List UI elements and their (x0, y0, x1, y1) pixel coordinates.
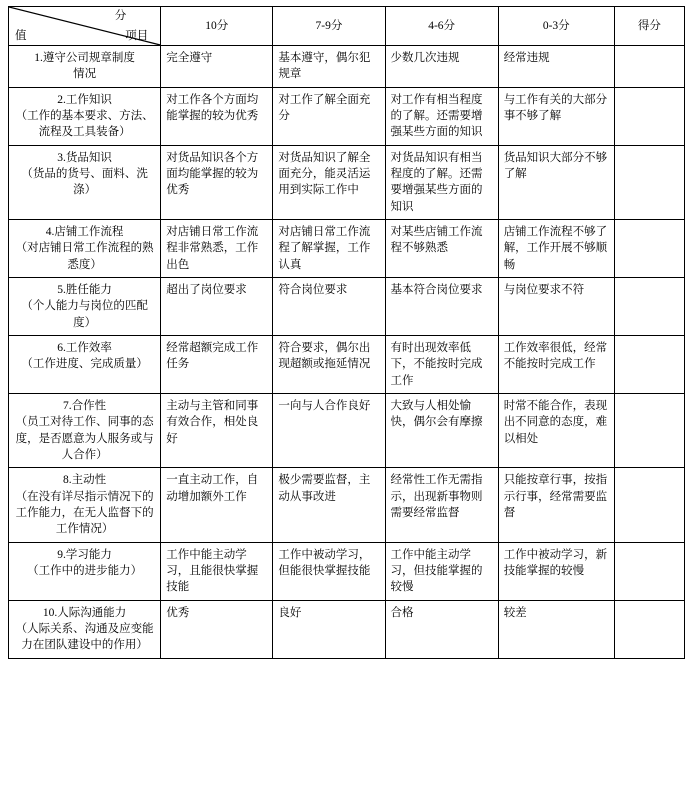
level-7-9-cell: 符合岗位要求 (273, 277, 385, 335)
score-input-cell[interactable] (614, 277, 684, 335)
score-input-cell[interactable] (614, 46, 684, 88)
score-input-cell[interactable] (614, 468, 684, 542)
criterion-cell (9, 542, 161, 600)
level-0-3-cell: 店铺工作流程不够了解，工作开展不够顺畅 (498, 219, 614, 277)
criterion-sub: （在没有详尽指示情况下的工作能力，在无人监督下的工作情况） (15, 490, 154, 536)
level-10-cell: 完全遵守 (161, 46, 273, 88)
level-10-cell: 一直主动工作，自动增加额外工作 (161, 468, 273, 542)
table-row (9, 46, 685, 88)
level-7-9-cell: 工作中被动学习，但能很快掌握技能 (273, 542, 385, 600)
level-7-9-cell: 一向与人合作良好 (273, 393, 385, 467)
criterion-title: 6.工作效率 (57, 341, 112, 354)
criterion-title: 2.工作知识 (57, 93, 112, 106)
score-input-cell[interactable] (614, 542, 684, 600)
score-input-cell[interactable] (614, 219, 684, 277)
level-4-6-cell: 对工作有相当程度的了解。还需要增强某些方面的知识 (385, 87, 498, 145)
header-col-4-6: 4-6分 (385, 7, 498, 46)
level-0-3-cell: 只能按章行事，按指示行事，经常需要监督 (498, 468, 614, 542)
criterion-title: 1.遵守公司规章制度 (34, 52, 135, 64)
criterion-sub: （个人能力与岗位的匹配度） (21, 300, 148, 329)
header-col-7-9: 7-9分 (273, 7, 385, 46)
criterion-title: 8.主动性 (63, 474, 107, 487)
criterion-sub: （工作的基本要求、方法、流程及工具装备） (15, 109, 154, 139)
table-row (9, 393, 685, 467)
level-4-6-cell: 对某些店铺工作流程不够熟悉 (385, 219, 498, 277)
level-7-9-cell: 对店铺日常工作流程了解掌握，工作认真 (273, 219, 385, 277)
score-input-cell[interactable] (614, 87, 684, 145)
level-0-3-cell: 货品知识大部分不够了解 (498, 145, 614, 219)
table-row (9, 600, 685, 658)
table-row (9, 335, 685, 393)
criterion-sub: （人际关系、沟通及应变能力在团队建设中的作用） (15, 622, 154, 652)
table-row (9, 87, 685, 145)
table-row (9, 277, 685, 335)
criterion-title: 3.货品知识 (57, 151, 112, 164)
level-7-9-cell: 符合要求，偶尔出现超额或拖延情况 (273, 335, 385, 393)
criterion-cell (9, 393, 161, 467)
criterion-cell (9, 145, 161, 219)
level-10-cell: 超出了岗位要求 (161, 277, 273, 335)
level-0-3-cell: 与岗位要求不符 (498, 277, 614, 335)
level-0-3-cell: 与工作有关的大部分事不够了解 (498, 87, 614, 145)
table-header-row (9, 7, 685, 46)
header-col-0-3: 0-3分 (498, 7, 614, 46)
criterion-cell (9, 600, 161, 658)
level-0-3-cell: 时常不能合作，表现出不同意的态度，难以相处 (498, 393, 614, 467)
level-7-9-cell: 对货品知识了解全面充分，能灵活运用到实际工作中 (273, 145, 385, 219)
criterion-title: 4.店铺工作流程 (45, 225, 124, 238)
table-row (9, 542, 685, 600)
level-4-6-cell: 经常性工作无需指示，出现新事物则需要经常监督 (385, 468, 498, 542)
header-corner-score: 分 (114, 10, 127, 22)
table-row (9, 145, 685, 219)
level-10-cell: 对工作各个方面均能掌握的较为优秀 (161, 87, 273, 145)
score-input-cell[interactable] (614, 393, 684, 467)
criterion-title: 10.人际沟通能力 (42, 606, 127, 619)
level-7-9-cell: 良好 (273, 600, 385, 658)
level-4-6-cell: 大致与人相处愉快，偶尔会有摩擦 (385, 393, 498, 467)
level-4-6-cell: 合格 (385, 600, 498, 658)
level-10-cell: 优秀 (161, 600, 273, 658)
header-col-total-score: 得分 (614, 7, 684, 46)
level-4-6-cell: 对货品知识有相当程度的了解。还需要增强某些方面的知识 (385, 145, 498, 219)
evaluation-table (8, 6, 685, 659)
header-col-10: 10分 (161, 7, 273, 46)
level-10-cell: 经常超额完成工作任务 (161, 335, 273, 393)
level-4-6-cell: 少数几次违规 (385, 46, 498, 88)
level-0-3-cell: 经常违规 (498, 46, 614, 88)
level-7-9-cell: 基本遵守，偶尔犯规章 (273, 46, 385, 88)
criterion-sub: 情况 (73, 68, 97, 81)
criterion-title: 9.学习能力 (57, 548, 112, 561)
criterion-sub: （员工对待工作、同事的态度，是否愿意为人服务或与人合作） (15, 416, 154, 461)
level-10-cell: 主动与主管和同事有效合作，相处良好 (161, 393, 273, 467)
criterion-sub: （工作中的进步能力） (27, 564, 143, 577)
criterion-cell (9, 46, 161, 88)
criterion-title: 7.合作性 (63, 399, 107, 412)
score-input-cell[interactable] (614, 145, 684, 219)
table-row (9, 219, 685, 277)
level-0-3-cell: 工作效率很低，经常不能按时完成工作 (498, 335, 614, 393)
criterion-cell (9, 87, 161, 145)
level-4-6-cell: 有时出现效率低下，不能按时完成工作 (385, 335, 498, 393)
criterion-cell (9, 335, 161, 393)
criterion-cell (9, 277, 161, 335)
level-10-cell: 对店铺日常工作流程非常熟悉，工作出色 (161, 219, 273, 277)
level-7-9-cell: 对工作了解全面充分 (273, 87, 385, 145)
header-corner-value: 值 (15, 29, 27, 42)
criterion-sub: （工作进度、完成质量） (21, 358, 148, 371)
level-0-3-cell: 较差 (498, 600, 614, 658)
level-7-9-cell: 极少需要监督，主动从事改进 (273, 468, 385, 542)
level-4-6-cell: 基本符合岗位要求 (385, 277, 498, 335)
criterion-title: 5.胜任能力 (57, 283, 112, 296)
score-input-cell[interactable] (614, 335, 684, 393)
header-corner-cell (9, 7, 161, 46)
level-4-6-cell: 工作中能主动学习，但技能掌握的较慢 (385, 542, 498, 600)
level-10-cell: 对货品知识各个方面均能掌握的较为优秀 (161, 145, 273, 219)
criterion-sub: （货品的货号、面料、洗涤） (21, 167, 148, 197)
level-0-3-cell: 工作中被动学习，新技能掌握的较慢 (498, 542, 614, 600)
level-10-cell: 工作中能主动学习，且能很快掌握技能 (161, 542, 273, 600)
table-row (9, 468, 685, 542)
criterion-cell (9, 468, 161, 542)
criterion-cell (9, 219, 161, 277)
criterion-sub: （对店铺日常工作流程的熟悉度） (15, 242, 154, 271)
header-corner-item: 项目 (125, 29, 149, 42)
score-input-cell[interactable] (614, 600, 684, 658)
